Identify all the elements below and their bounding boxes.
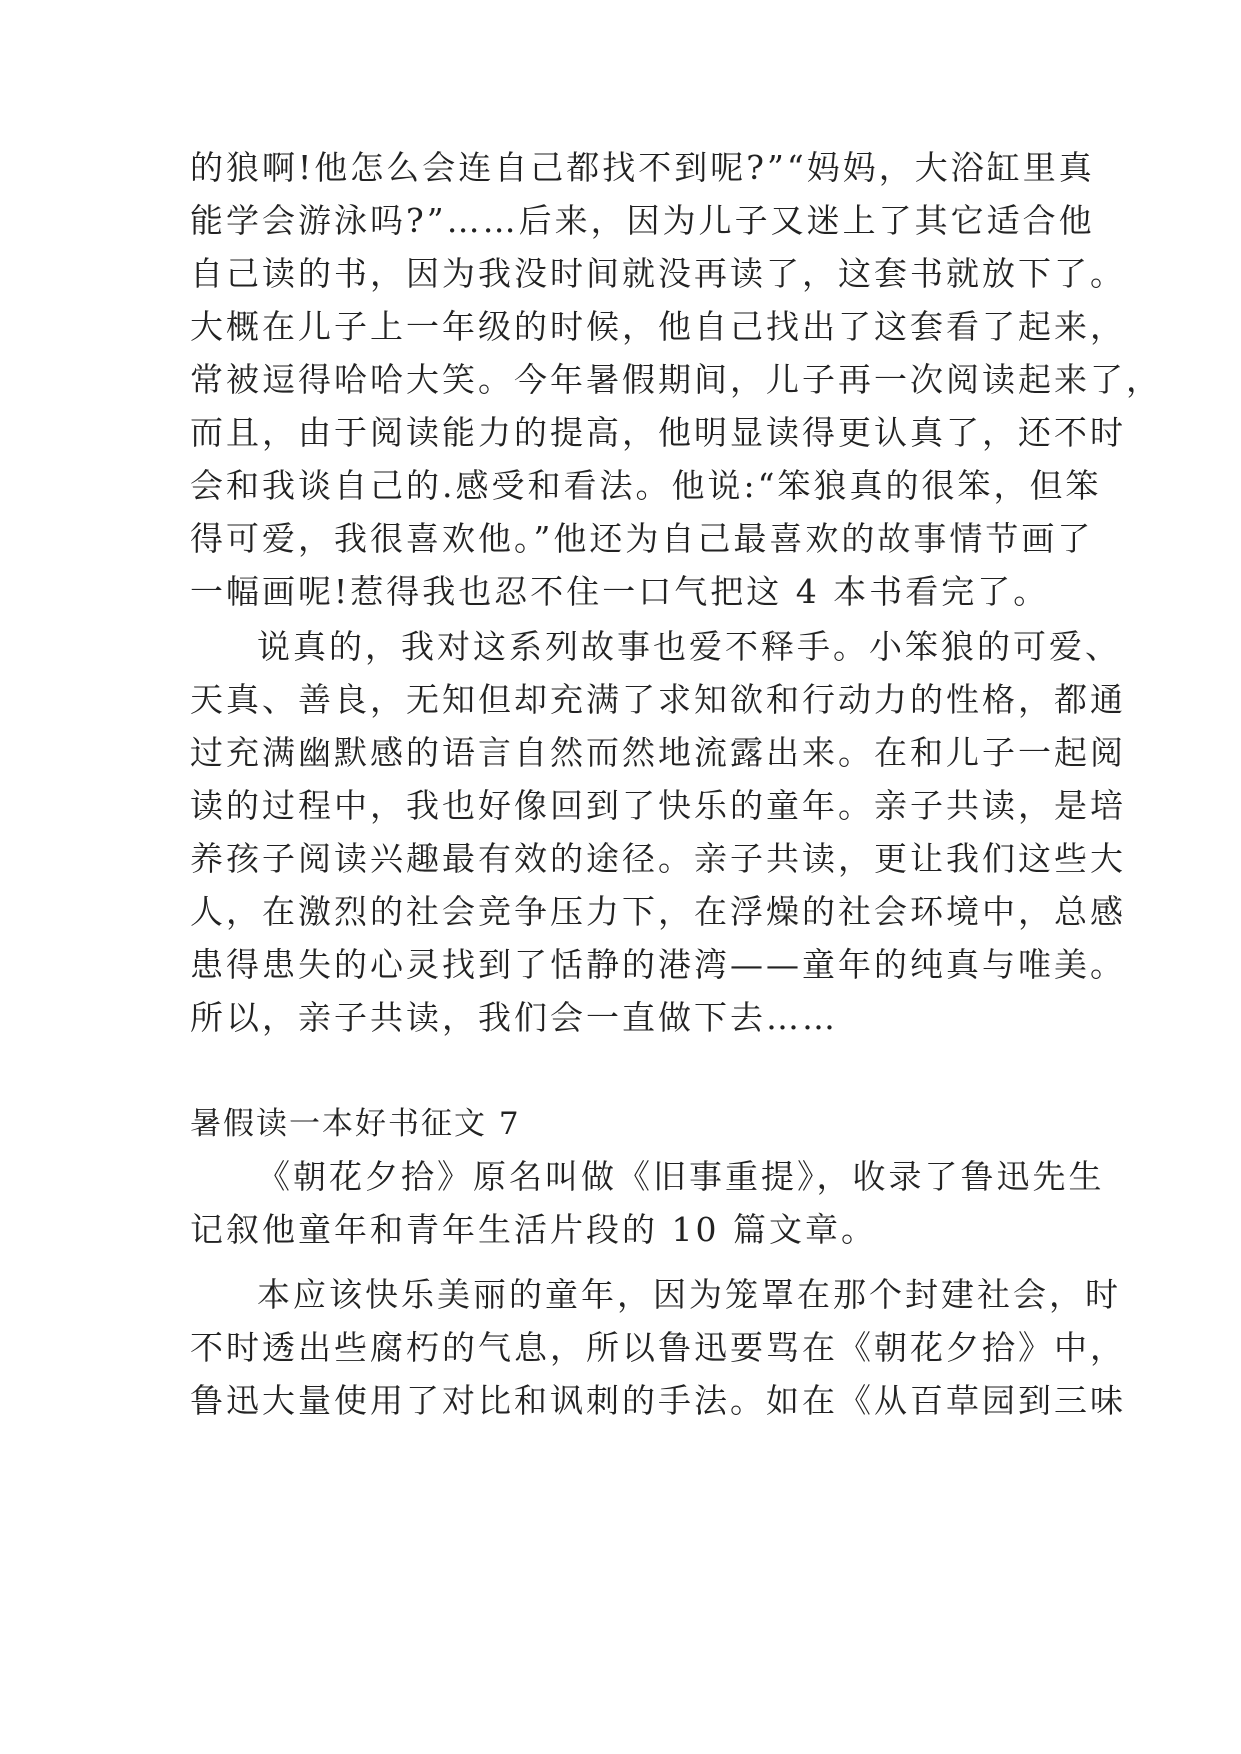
paragraph-line: 的狼啊!他怎么会连自己都找不到呢?”“妈妈，大浴缸里真 <box>190 148 1095 187</box>
paragraph-line: 天真、善良，无知但却充满了求知欲和行动力的性格，都通 <box>190 680 1126 719</box>
paragraph-line: 能学会游泳吗?”……后来，因为儿子又迷上了其它适合他 <box>190 201 1095 240</box>
paragraph-line: 本应该快乐美丽的童年，因为笼罩在那个封建社会，时 <box>257 1275 1121 1314</box>
paragraph-line: 说真的，我对这系列故事也爱不释手。小笨狼的可爱、 <box>257 627 1121 666</box>
paragraph-line: 不时透出些腐朽的气息，所以鲁迅要骂在《朝花夕拾》中， <box>190 1328 1126 1367</box>
paragraph-line: 大概在儿子上一年级的时候，他自己找出了这套看了起来， <box>190 307 1126 346</box>
paragraph-line: 一幅画呢!惹得我也忍不住一口气把这 4 本书看完了。 <box>190 572 1050 611</box>
paragraph-line: 得可爱，我很喜欢他。”他还为自己最喜欢的故事情节画了 <box>190 519 1094 558</box>
paragraph-line: 而且，由于阅读能力的提高，他明显读得更认真了，还不时 <box>190 413 1126 452</box>
paragraph-line: 所以，亲子共读，我们会一直做下去…… <box>190 998 838 1037</box>
paragraph-line: 读的过程中，我也好像回到了快乐的童年。亲子共读，是培 <box>190 786 1126 825</box>
paragraph-line: 会和我谈自己的.感受和看法。他说:“笨狼真的很笨，但笨 <box>190 466 1102 505</box>
paragraph-line: 养孩子阅读兴趣最有效的途径。亲子共读，更让我们这些大 <box>190 839 1126 878</box>
paragraph-line: 过充满幽默感的语言自然而然地流露出来。在和儿子一起阅 <box>190 733 1126 772</box>
paragraph-line: 记叙他童年和青年生活片段的 10 篇文章。 <box>190 1210 877 1249</box>
paragraph-line: 鲁迅大量使用了对比和讽刺的手法。如在《从百草园到三味 <box>190 1381 1126 1420</box>
paragraph-line: 自己读的书，因为我没时间就没再读了，这套书就放下了。 <box>190 254 1126 293</box>
paragraph-line: 人，在激烈的社会竞争压力下，在浮燥的社会环境中，总感 <box>190 892 1126 931</box>
paragraph-line: 常被逗得哈哈大笑。今年暑假期间，儿子再一次阅读起来了， <box>190 360 1162 399</box>
section-title: 暑假读一本好书征文 7 <box>190 1106 521 1142</box>
paragraph-line: 患得患失的心灵找到了恬静的港湾——童年的纯真与唯美。 <box>190 945 1126 984</box>
paragraph-line: 《朝花夕拾》原名叫做《旧事重提》，收录了鲁迅先生 <box>257 1157 1105 1196</box>
